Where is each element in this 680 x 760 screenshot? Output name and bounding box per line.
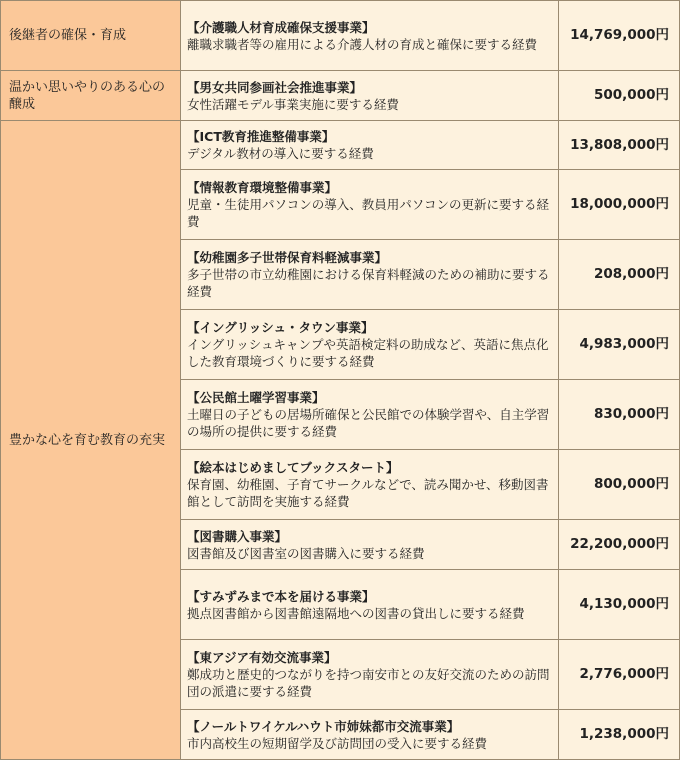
table-row bbox=[1, 121, 680, 170]
project-cell bbox=[181, 170, 559, 240]
amount-cell: 18,000,000円 bbox=[559, 170, 680, 240]
project-name: 【ノールトワイケルハウト市姉妹都市交流事業】 bbox=[187, 718, 460, 734]
category-cell: 後継者の確保・育成 bbox=[1, 1, 181, 71]
project-cell bbox=[181, 640, 559, 710]
project-description: 拠点図書館から図書館遠隔地への図書の貸出しに要する経費 bbox=[187, 605, 525, 621]
table-row bbox=[1, 71, 680, 121]
project-description: 離職求職者等の雇用による介護人材の育成と確保に要する経費 bbox=[187, 36, 538, 52]
project-description: 鄭成功と歴史的つながりを持つ南安市との友好交流のための訪問団の派遣に要する経費 bbox=[187, 667, 550, 699]
project-description: 土曜日の子どもの居場所確保と公民館での体験学習や、自主学習の場所の提供に要する経費 bbox=[187, 407, 550, 439]
project-cell bbox=[181, 570, 559, 640]
project-description: 保育園、幼稚園、子育てサークルなどで、読み聞かせ、移動図書館として訪問を実施する経費 bbox=[187, 477, 549, 509]
category-cell: 温かい思いやりのある心の醸成 bbox=[1, 71, 181, 121]
amount-cell: 22,200,000円 bbox=[559, 520, 680, 570]
project-name: 【すみずみまで本を届ける事業】 bbox=[187, 588, 375, 604]
project-cell bbox=[181, 121, 559, 170]
project-description: 市内高校生の短期留学及び訪問団の受入に要する経費 bbox=[187, 735, 488, 751]
table-row bbox=[1, 1, 680, 71]
amount-cell: 14,769,000円 bbox=[559, 1, 680, 71]
project-description: デジタル教材の導入に要する経費 bbox=[187, 146, 374, 161]
project-cell bbox=[181, 240, 559, 310]
amount-cell: 13,808,000円 bbox=[559, 121, 680, 170]
amount-cell: 830,000円 bbox=[559, 380, 680, 450]
project-name: 【男女共同参画社会推進事業】 bbox=[187, 79, 363, 95]
project-cell bbox=[181, 450, 559, 520]
project-description: 女性活躍モデル事業実施に要する経費 bbox=[187, 96, 399, 112]
amount-cell: 800,000円 bbox=[559, 450, 680, 520]
project-name: 【ICT教育推進整備事業】 bbox=[187, 129, 335, 144]
project-name: 【東アジア有効交流事業】 bbox=[187, 650, 337, 665]
amount-cell: 208,000円 bbox=[559, 240, 680, 310]
project-name: 【幼稚園多子世帯保育料軽減事業】 bbox=[187, 250, 388, 265]
amount-cell: 1,238,000円 bbox=[559, 710, 680, 760]
amount-cell: 500,000円 bbox=[559, 71, 680, 121]
project-name: 【絵本はじめましてブックスタート】 bbox=[187, 460, 399, 475]
project-name: 【介護職人材育成確保支援事業】 bbox=[187, 19, 375, 35]
project-cell bbox=[181, 520, 559, 570]
project-cell bbox=[181, 710, 559, 760]
project-description: 児童・生徒用パソコンの導入、教員用パソコンの更新に要する経費 bbox=[187, 197, 550, 229]
project-cell bbox=[181, 71, 559, 121]
amount-cell: 2,776,000円 bbox=[559, 640, 680, 710]
project-cell bbox=[181, 1, 559, 71]
project-cell bbox=[181, 310, 559, 380]
project-name: 【情報教育環境整備事業】 bbox=[187, 180, 338, 195]
project-name: 【図書購入事業】 bbox=[187, 528, 288, 544]
project-description: 図書館及び図書室の図書購入に要する経費 bbox=[187, 545, 425, 561]
project-cell bbox=[181, 380, 559, 450]
amount-cell: 4,983,000円 bbox=[559, 310, 680, 380]
category-cell: 豊かな心を育む教育の充実 bbox=[1, 121, 181, 760]
project-description: 多子世帯の市立幼稚園における保育料軽減のための補助に要する経費 bbox=[187, 267, 550, 299]
project-name: 【公民館土曜学習事業】 bbox=[187, 390, 325, 405]
project-name: 【イングリッシュ・タウン事業】 bbox=[187, 320, 374, 335]
amount-cell: 4,130,000円 bbox=[559, 570, 680, 640]
project-description: イングリッシュキャンプや英語検定料の助成など、英語に焦点化した教育環境づくりに要する経費 bbox=[187, 337, 549, 369]
